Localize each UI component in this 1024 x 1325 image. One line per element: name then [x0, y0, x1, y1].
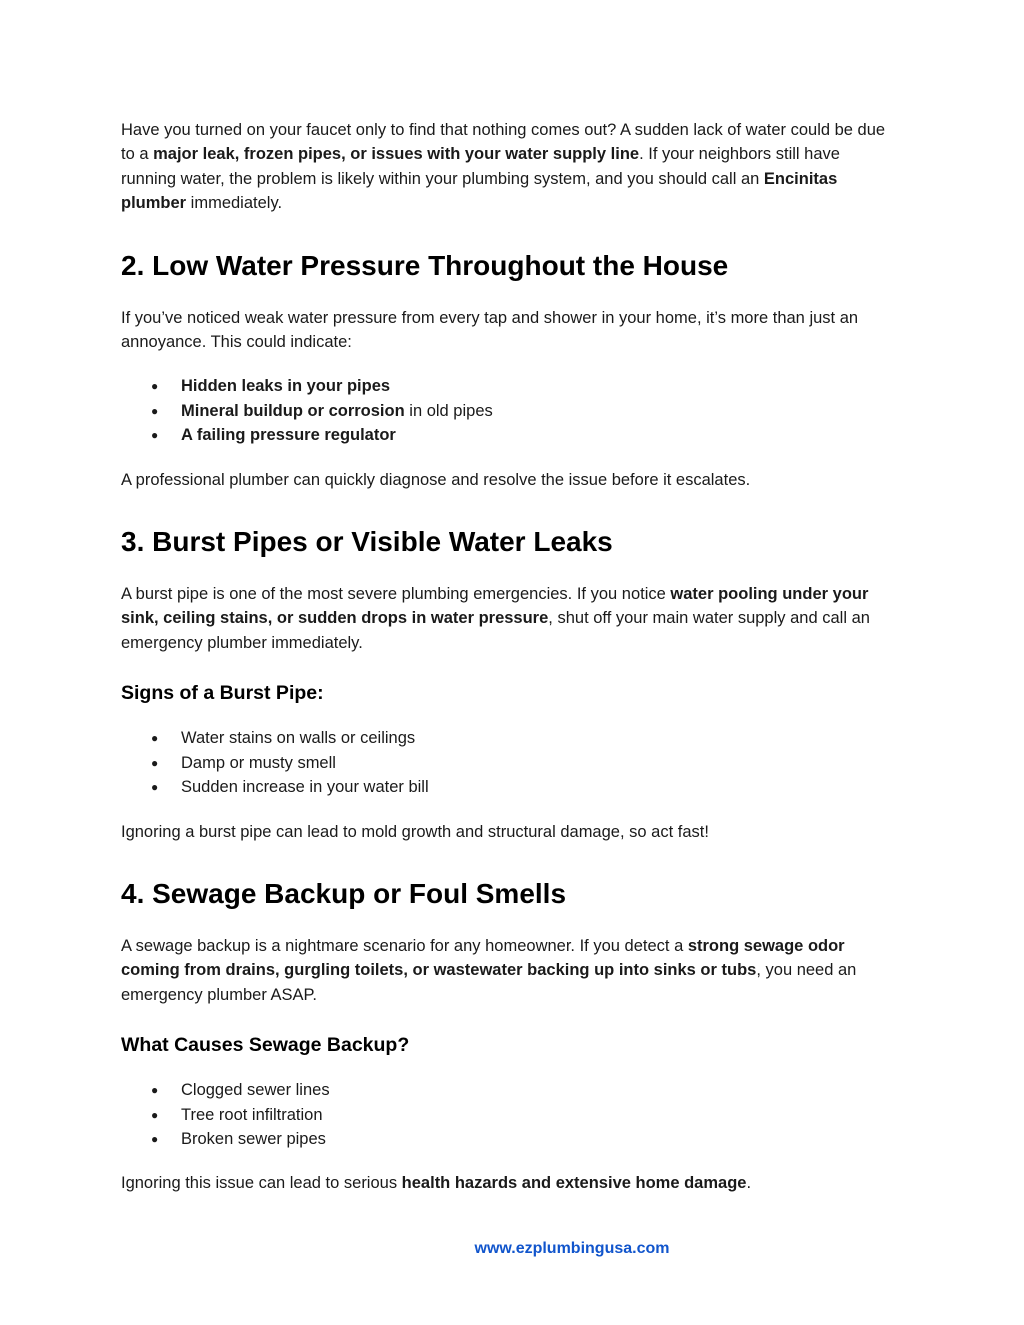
section-3-closing: Ignoring a burst pipe can lead to mold growth and structural damage, so act fast!: [121, 822, 709, 841]
section-2-closing: A professional plumber can quickly diagnose and resolve the issue before it escalates.: [121, 470, 751, 489]
list-item: ● Tree root infiltration: [121, 1103, 896, 1127]
section-2-list: [121, 374, 896, 447]
intro-paragraph: Have you turned on your faucet only to find that nothing comes out? A sudden lack of water could be due to a major leak, frozen pipes, or issues with your water supply line. If your neighbors still have running water, the problem is likely within your plumbing system, and you should call an Encinitas plumber immediately.: [121, 121, 886, 213]
section-3-list: [121, 726, 896, 799]
section-3-subheading: Signs of a Burst Pipe:: [121, 682, 324, 705]
list-item: ● Sudden increase in your water bill: [121, 775, 896, 799]
footer: [0, 1240, 1024, 1258]
section-2-heading: 2. Low Water Pressure Throughout the House: [121, 249, 729, 281]
list-item: ● Mineral buildup or corrosion in old pipes: [121, 399, 896, 423]
section-4-closing: Ignoring this issue can lead to serious health hazards and extensive home damage.: [121, 1174, 752, 1193]
list-item: ● Hidden leaks in your pipes: [121, 374, 896, 398]
list-item: ● Damp or musty smell: [121, 751, 896, 775]
list-item: ● A failing pressure regulator: [121, 423, 896, 447]
section-2-paragraph: If you’ve noticed weak water pressure from every tap and shower in your home, it’s more than just an annoyance. This could indicate:: [121, 308, 859, 352]
section-4-paragraph: A sewage backup is a nightmare scenario for any homeowner. If you detect a strong sewage odor coming from drains, gurgling toilets, or wastewater backing up into sinks or tubs, you need an emergency plumber ASAP.: [121, 936, 857, 1004]
list-item: ● Broken sewer pipes: [121, 1127, 896, 1151]
list-item: ● Clogged sewer lines: [121, 1078, 896, 1102]
section-3-heading: 3. Burst Pipes or Visible Water Leaks: [121, 526, 613, 558]
document-body: [121, 118, 896, 1196]
website-link[interactable]: www.ezplumbingusa.com: [474, 1240, 670, 1257]
list-item: ● Water stains on walls or ceilings: [121, 726, 896, 750]
section-4-heading: 4. Sewage Backup or Foul Smells: [121, 877, 567, 909]
section-3-paragraph: A burst pipe is one of the most severe plumbing emergencies. If you notice water pooling under your sink, ceiling stains, or sudden drops in water pressure, shut off your main water supply and call an emergency plumber immediately.: [121, 585, 870, 652]
section-4-subheading: What Causes Sewage Backup?: [121, 1034, 410, 1057]
section-4-list: [121, 1078, 896, 1151]
